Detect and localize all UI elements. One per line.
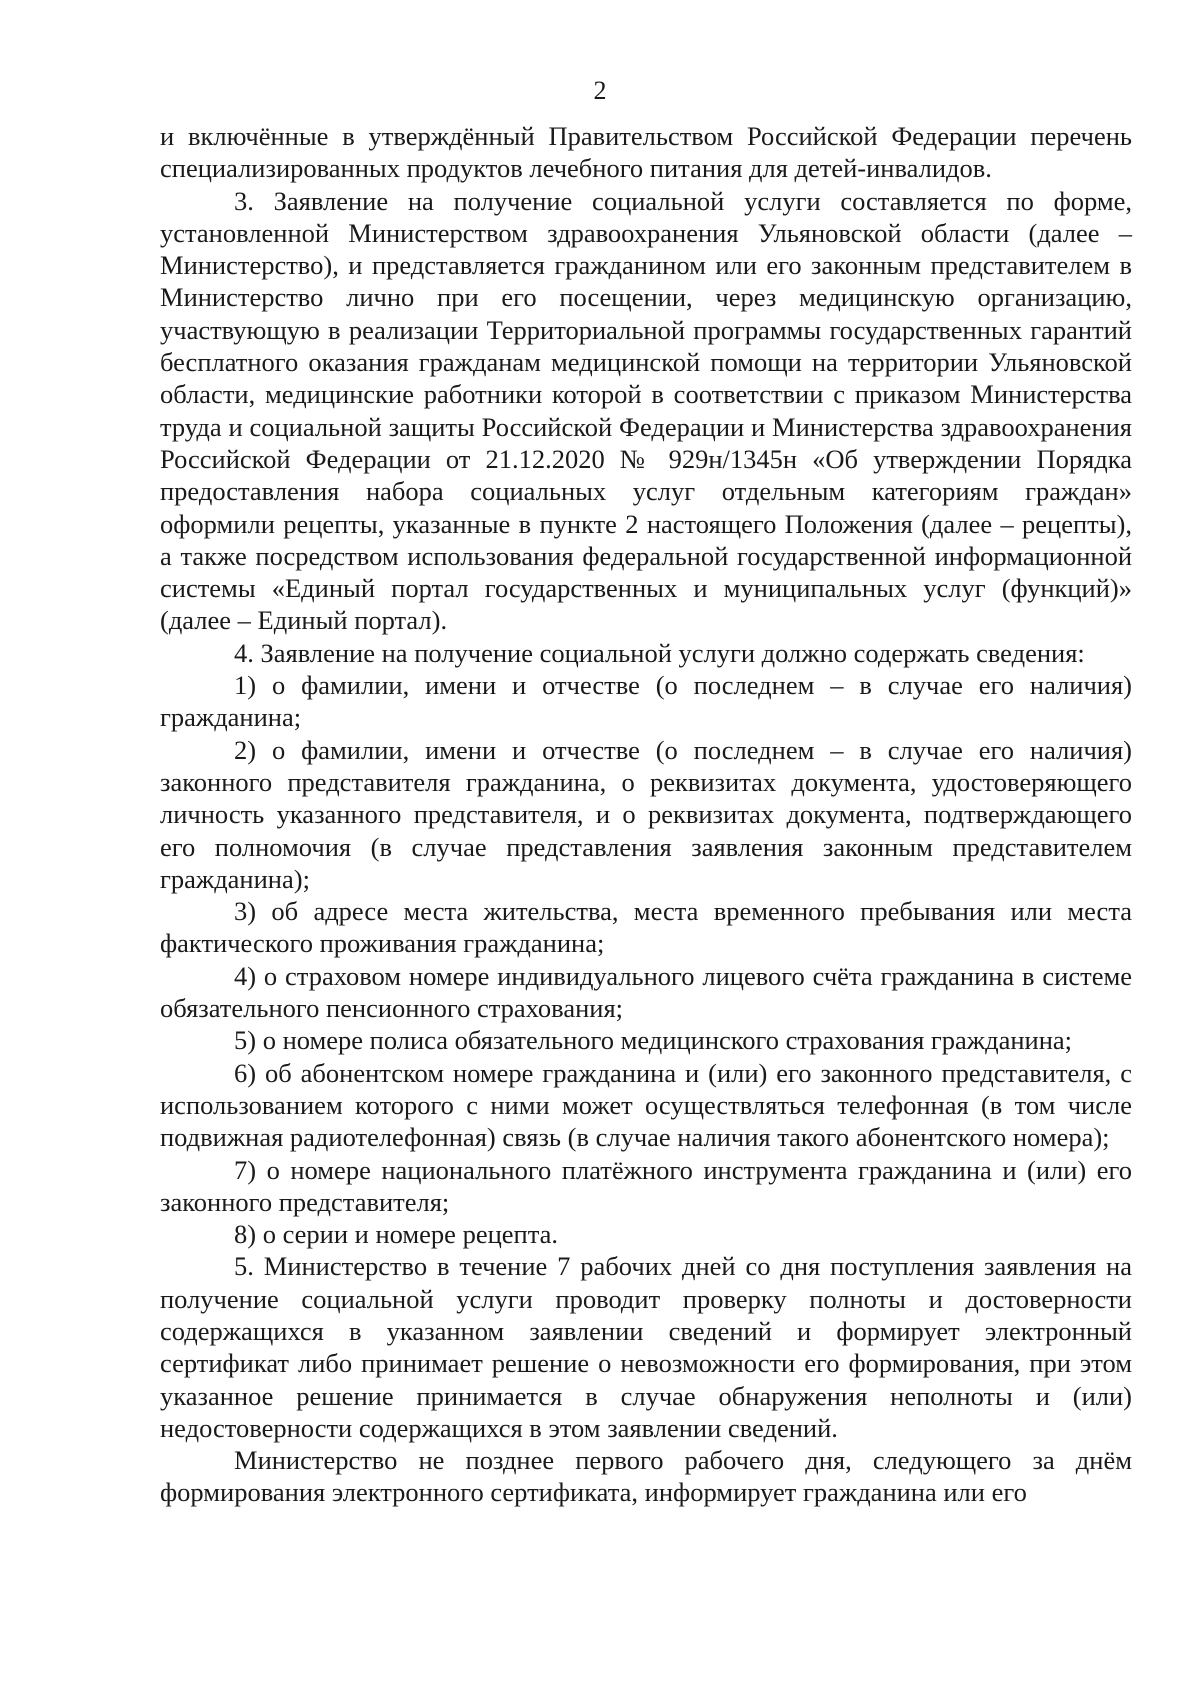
paragraph-subitem-4: 4) о страховом номере индивидуального лицевого счёта гражданина в системе обязательного пенсионного страхования; [160,960,1132,1024]
paragraph-continuation: и включённые в утверждённый Правительством Российской Федерации перечень специализированных продуктов лечебного питания для детей-инвалидов. [160,121,1132,184]
paragraph-subitem-8: 8) о серии и номере рецепта. [234,1219,558,1250]
paragraph-subitem-7: 7) о номере национального платёжного инструмента гражданина и (или) его законного представителя; [160,1154,1132,1217]
page-number: 2 [593,76,607,105]
paragraph-item-4: 4. Заявление на получение социальной услуги должно содержать сведения: [234,637,1085,668]
paragraph-item-5-continued: Министерство не позднее первого рабочего дня, следующего за днём формирования электронного сертификата, информирует гражданина или его [160,1445,1132,1508]
paragraph-subitem-6: 6) об абонентском номере гражданина и (или) его законного представителя, с использованием которого с ними может осуществляться телефонная (в том числе подвижная радиотелефонная) связь (в случае наличия такого абонентского номера); [160,1057,1132,1153]
paragraph-item-5: 5. Министерство в течение 7 рабочих дней со дня поступления заявления на получение социальной услуги проводит проверку полноты и достоверности содержащихся в указанном заявлении сведений и формирует электронный сертификат либо принимает решение о невозможности его формирования, при этом указанное решение принимается в случае обнаружения неполноты и (или) недостоверности содержащихся в этом заявлении сведений. [160,1251,1132,1443]
paragraph-subitem-1: 1) о фамилии, имени и отчестве (о последнем – в случае его наличия) гражданина; [160,670,1132,733]
paragraph-subitem-5: 5) о номере полиса обязательного медицинского страхования гражданина; [234,1025,1072,1056]
paragraph-item-3: 3. Заявление на получение социальной услуги составляется по форме, установленной Министерством здравоохранения Ульяновской области (далее – Министерство), и представляется гражданином или его законным представителем в Министерство лично при его посещении, через медицинскую организацию, участвующую в реализации Территориальной программы государственных гарантий бесплатного оказания гражданам медицинской помощи на территории Ульяновской области, медицинские работники которой в соответствии с приказом Министерства труда и социальной защиты Российской Федерации и Министерства здравоохранения Российской Федерации от 21.12.2020 № 929н/1345н «Об утверждении Порядка предоставления набора социальных услуг отдельным категориям граждан» оформили рецепты, указанные в пункте 2 настоящего Положения (далее – рецепты), а также посредством использования федеральной государственной информационной системы «Единый портал государственных и муниципальных услуг (функций)» (далее – Единый портал). [160,185,1132,636]
paragraph-subitem-3: 3) об адресе места жительства, места временного пребывания или места фактического проживания гражданина; [160,896,1132,959]
document-body [160,120,1132,1509]
paragraph-subitem-2: 2) о фамилии, имени и отчестве (о последнем – в случае его наличия) законного представителя гражданина, о реквизитах документа, удостоверяющего личность указанного представителя, и о реквизитах документа, подтверждающего его полномочия (в случае представления заявления законным представителем гражданина); [160,734,1132,894]
